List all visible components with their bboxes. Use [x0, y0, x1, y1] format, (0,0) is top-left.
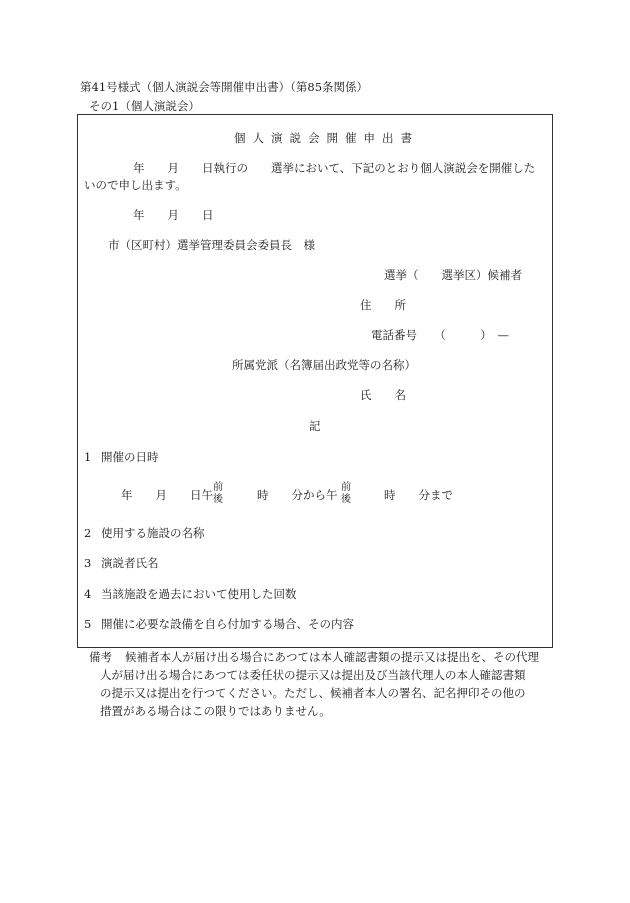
- note-line-4: 措置がある場合はこの限りではありません。: [100, 704, 331, 718]
- addressee: 市（区町村）選挙管理委員会委員長 様: [108, 238, 315, 252]
- form-number-heading: 第41号様式（個人演説会等開催申出書）（第85条関係）: [80, 80, 369, 94]
- phone-label: 電話番号 （ ） —: [371, 328, 509, 342]
- candidate-line: 選挙（ 選挙区）候補者: [384, 268, 522, 282]
- ki-heading: 記: [309, 419, 321, 433]
- item-2-number: 2: [84, 526, 92, 540]
- ampm-bottom-1: 後: [213, 494, 223, 505]
- datetime-part-3: 時 分まで: [384, 488, 453, 502]
- note-label: 備考: [89, 650, 112, 664]
- item-4-number: 4: [84, 587, 92, 601]
- intro-line-2: いので申し出ます。: [84, 178, 187, 192]
- datetime-part-2: 時 分から午: [257, 488, 338, 502]
- item-1-text: 開催の日時: [101, 450, 159, 464]
- address-label: 住 所: [360, 298, 406, 312]
- item-1-number: 1: [84, 450, 92, 464]
- item-5-number: 5: [84, 617, 92, 631]
- ampm-choice-1: [213, 482, 223, 506]
- datetime-part-1: 年 月 日午: [121, 488, 213, 502]
- submission-date: 年 月 日: [133, 208, 214, 222]
- item-4-text: 当該施設を過去において使用した回数: [101, 587, 297, 601]
- party-label: 所属党派（名簿届出政党等の名称）: [232, 358, 416, 372]
- note-line-3: の提示又は提出を行つてください。ただし、候補者本人の署名、記名押印その他の: [100, 686, 526, 700]
- item-3-text: 演説者氏名: [101, 556, 159, 570]
- note-line-1: 候補者本人が届け出る場合にあつては本人確認書類の提示又は提出を、その代理: [125, 650, 539, 664]
- intro-line-1: 年 月 日執行の 選挙において、下記のとおり個人演説会を開催した: [133, 161, 536, 175]
- sub-form-heading: その1（個人演説会）: [89, 99, 200, 113]
- item-5-text: 開催に必要な設備を自ら付加する場合、その内容: [101, 617, 354, 631]
- note-line-2: 人が届け出る場合にあつては委任状の提示又は提出及び当該代理人の本人確認書類: [100, 668, 526, 682]
- ampm-top-2: 前: [341, 482, 351, 493]
- ampm-top-1: 前: [213, 482, 223, 493]
- name-label: 氏 名: [360, 388, 406, 402]
- ampm-choice-2: [341, 482, 351, 506]
- item-3-number: 3: [84, 556, 92, 570]
- form-title: 個人演説会開催申出書: [234, 131, 419, 145]
- ampm-bottom-2: 後: [341, 494, 351, 505]
- item-2-text: 使用する施設の名称: [101, 526, 205, 540]
